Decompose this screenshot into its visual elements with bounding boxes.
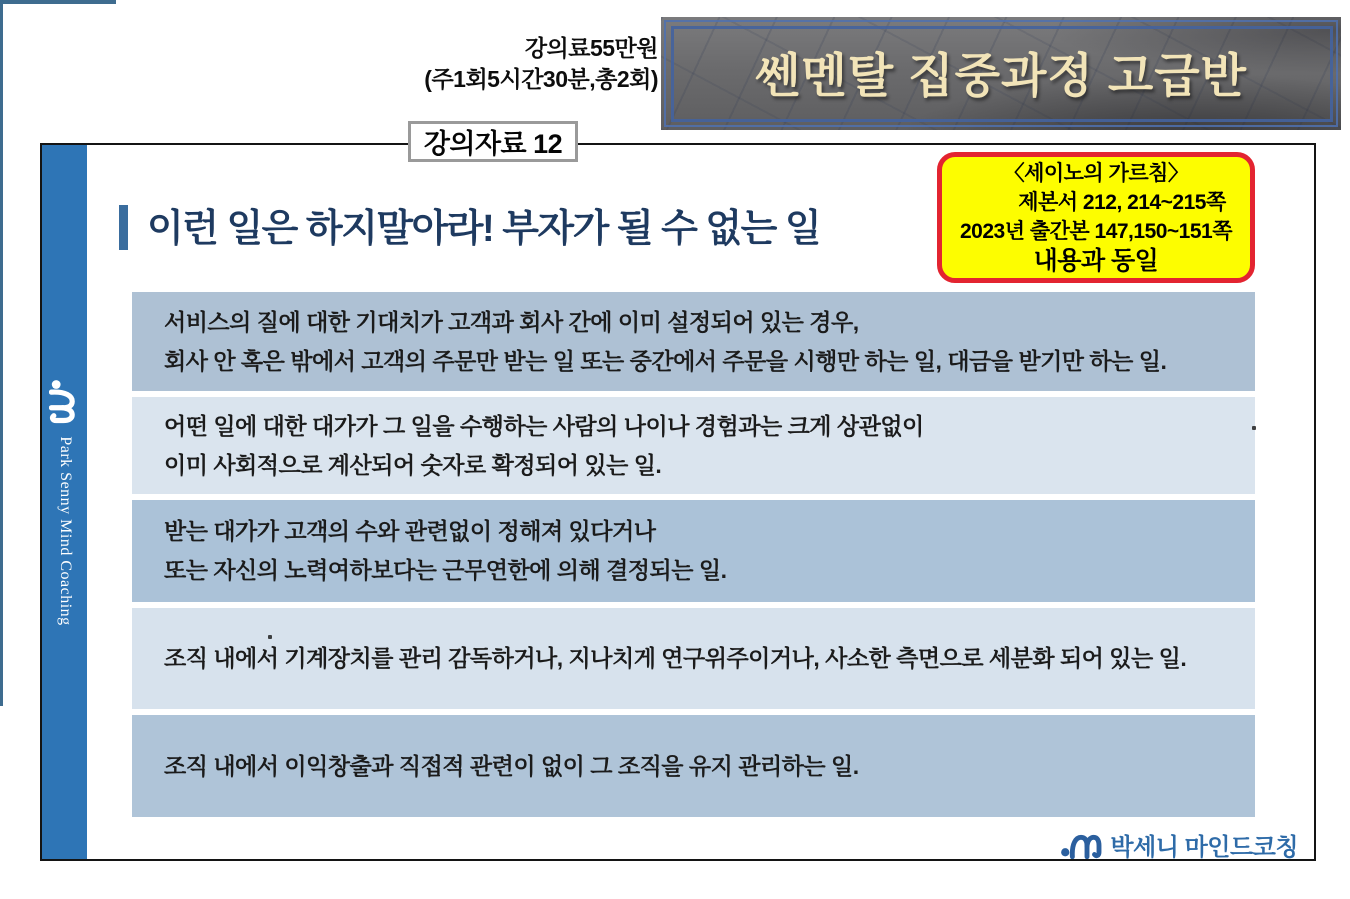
park-senny-logo-icon bbox=[49, 378, 81, 424]
list-item bbox=[132, 608, 1255, 709]
stray-print-mark bbox=[1252, 426, 1256, 430]
title-accent-bar bbox=[119, 205, 128, 250]
lecture-material-label-text: 강의자료 12 bbox=[423, 129, 563, 159]
brand-sidebar bbox=[42, 145, 87, 859]
list-item bbox=[132, 292, 1255, 391]
list-item bbox=[132, 397, 1255, 494]
reference-note-line2: 제본서 212, 214~215쪽 bbox=[1018, 190, 1226, 214]
list-item-line: 회사 안 혹은 밖에서 고객의 주문만 받는 일 또는 중간에서 주문을 시행만 하는 일, 대금을 받기만 하는 일. bbox=[164, 347, 1167, 374]
slide-body bbox=[40, 143, 1316, 861]
list-item-line: 조직 내에서 기계장치를 관리 감독하거나, 지나치게 연구위주이거나, 사소한 측면으로 세분화 되어 있는 일. bbox=[164, 645, 1187, 671]
park-senny-logo-icon bbox=[1060, 829, 1102, 859]
course-price-note bbox=[330, 33, 658, 95]
slide-title: 이런 일은 하지말아라! 부자가 될 수 없는 일 bbox=[147, 208, 821, 250]
list-item-line: 또는 자신의 노력여하보다는 근무연한에 의해 결정되는 일. bbox=[164, 557, 727, 583]
cropped-frame-top-line bbox=[0, 0, 116, 4]
list-item bbox=[132, 715, 1255, 817]
list-item-line: 어떤 일에 대한 대가가 그 일을 수행하는 사람의 나이나 경험과는 크게 상관없이 bbox=[164, 412, 924, 439]
sidebar-brand bbox=[49, 378, 81, 625]
lecture-material-label bbox=[408, 121, 578, 162]
list-item-line: 받는 대가가 고객의 수와 관련없이 정해져 있다거나 bbox=[164, 518, 656, 544]
list-item-line: 서비스의 질에 대한 기대치가 고객과 회사 간에 이미 설정되어 있는 경우, bbox=[164, 308, 859, 335]
reference-note-box bbox=[937, 152, 1255, 283]
reference-note-line1: 〈세이노의 가르침〉 bbox=[1003, 161, 1189, 185]
list-item bbox=[132, 500, 1255, 602]
reference-note-line3: 2023년 출간본 147,150~151쪽 bbox=[959, 219, 1233, 243]
list-item-line: 이미 사회적으로 계산되어 숫자로 확정되어 있는 일. bbox=[164, 451, 662, 478]
list-item-line: 조직 내에서 이익창출과 직접적 관련이 없이 그 조직을 유지 관리하는 일. bbox=[164, 752, 859, 779]
reference-note-line4: 내용과 동일 bbox=[1033, 246, 1159, 275]
sidebar-brand-text: Park Senny Mind Coaching bbox=[56, 436, 74, 626]
course-banner bbox=[661, 17, 1341, 130]
footer-brand-text: 박세니 마인드코칭 bbox=[1110, 833, 1298, 861]
cropped-frame-left-line bbox=[0, 0, 3, 706]
course-price-line1: 강의료55만원 bbox=[524, 35, 658, 61]
course-price-line2: (주1회5시간30분,총2회) bbox=[424, 66, 658, 92]
footer-brand bbox=[1060, 826, 1298, 862]
stray-print-mark bbox=[268, 635, 272, 639]
course-banner-title: 쎈멘탈 집중과정 고급반 bbox=[754, 48, 1248, 102]
